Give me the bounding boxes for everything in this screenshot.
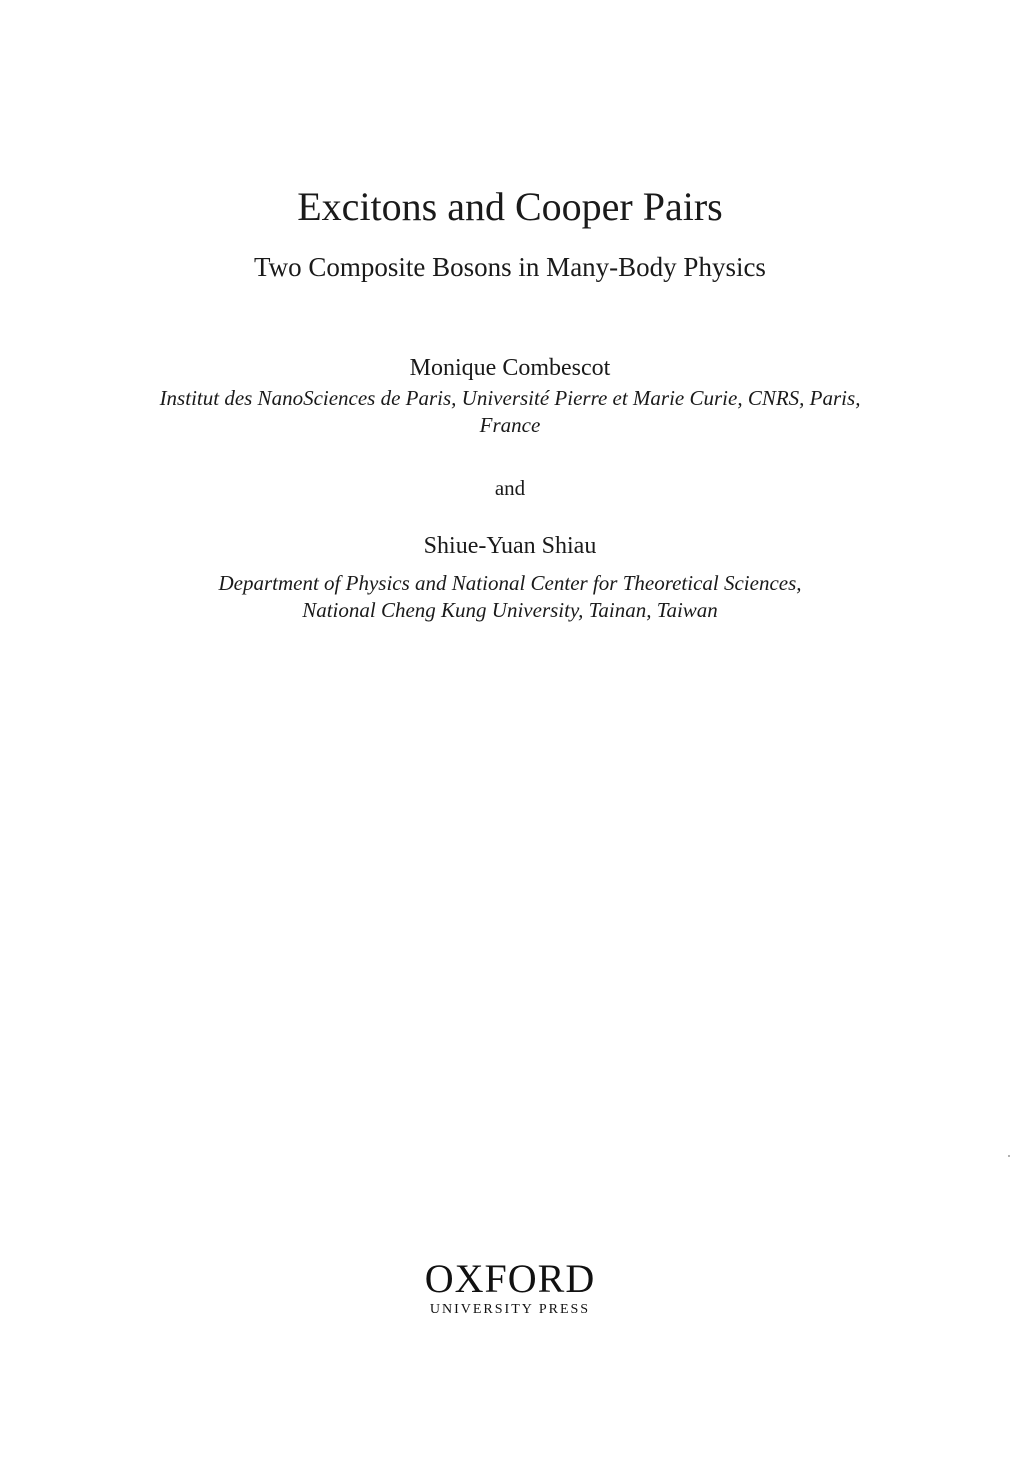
publisher-logo [0,1257,1020,1319]
scan-speck [1008,1155,1010,1157]
author-affiliation-2-line-1: Department of Physics and National Center for Theoretical Sciences, [218,571,802,595]
book-subtitle: Two Composite Bosons in Many-Body Physics [254,252,766,282]
author-conjunction: and [494,476,526,500]
publisher-name: OXFORD [424,1256,596,1301]
author-affiliation-1-line-2: France [479,413,541,437]
author-name-2: Shiue-Yuan Shiau [423,533,597,559]
book-title: Excitons and Cooper Pairs [297,184,723,229]
publisher-subtitle: UNIVERSITY PRESS [429,1302,591,1317]
author-affiliation-1-line-1: Institut des NanoSciences de Paris, Université Pierre et Marie Curie, CNRS, Paris, [159,386,861,410]
author-name-1: Monique Combescot [409,355,611,381]
author-affiliation-2-line-2: National Cheng Kung University, Tainan, Taiwan [302,598,718,622]
